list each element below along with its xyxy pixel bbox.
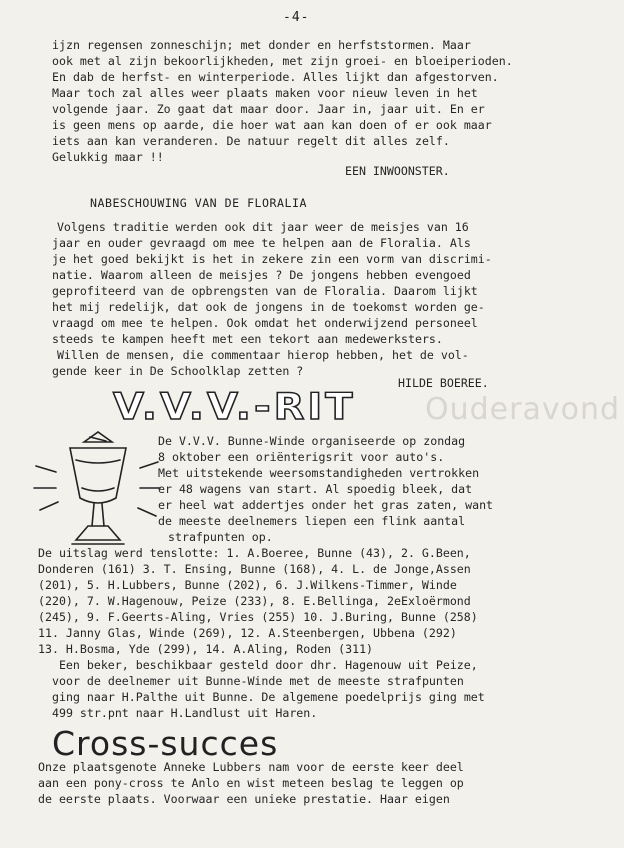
text-line: (220), 7. W.Hagenouw, Peize (233), 8. E.Bellinga, 2eExloërmond <box>38 594 471 608</box>
author-signature: EEN INWOONSTER. <box>345 164 450 178</box>
text-line: Donderen (161) 3. T. Ensing, Bunne (168), 4. L. de Jonge,Assen <box>38 562 471 576</box>
text-line: En dab de herfst- en winterperiode. Alles lijkt dan afgestorven. <box>52 70 499 84</box>
text-line: Volgens traditie werden ook dit jaar weer de meisjes van 16 <box>36 220 469 234</box>
page-number: -4- <box>283 10 310 25</box>
text-line: Onze plaatsgenote Anneke Lubbers nam voor de eerste keer deel <box>38 760 464 774</box>
text-line: 11. Janny Glas, Winde (269), 12. A.Steenbergen, Ubbena (292) <box>38 626 457 640</box>
text-line: je het goed bekijkt is het in zekere zin een vorm van discrimi- <box>52 252 492 266</box>
text-line: De uitslag werd tenslotte: 1. A.Boeree, Bunne (43), 2. G.Been, <box>38 546 471 560</box>
text-line: (201), 5. H.Lubbers, Bunne (202), 6. J.Wilkens-Timmer, Winde <box>38 578 457 592</box>
text-line: gende keer in De Schoolklap zetten ? <box>52 364 304 378</box>
text-line: de meeste deelnemers liepen een flink aantal <box>158 514 466 528</box>
trophy-icon <box>32 428 164 560</box>
text-line: de eerste plaats. Voorwaar een unieke prestatie. Haar eigen <box>38 792 450 806</box>
text-line: natie. Waarom alleen de meisjes ? De jongens hebben evengoed <box>52 268 471 282</box>
text-line: vraagd om mee te helpen. Ook omdat het onderwijzend personeel <box>52 316 478 330</box>
text-line: 13. H.Bosma, Yde (299), 14. A.Aling, Roden (311) <box>38 642 374 656</box>
text-line: Willen de mensen, die commentaar hierop hebben, het de vol- <box>36 348 469 362</box>
text-line: steeds te kampen heeft met een tekort aan medewerksters. <box>52 332 443 346</box>
text-line: jaar en ouder gevraagd om mee te helpen aan de Floralia. Als <box>52 236 471 250</box>
text-line: ook met al zijn bekoorlijkheden, met zijn groei- en bloeiperioden. <box>52 54 513 68</box>
text-line: iets aan kan veranderen. De natuur regelt dit alles zelf. <box>52 134 450 148</box>
text-line: Gelukkig maar !! <box>52 150 164 164</box>
author-signature: HILDE BOEREE. <box>398 376 489 390</box>
text-line: 8 oktober een oriënterigsrit voor auto's. <box>158 450 445 464</box>
text-line: aan een pony-cross te Anlo en wist meteen beslag te leggen op <box>38 776 464 790</box>
text-line: volgende jaar. Zo gaat dat maar door. Jaar in, jaar uit. En er <box>52 102 485 116</box>
text-line: voor de deelnemer uit Bunne-Winde met de meeste strafpunten <box>52 674 464 688</box>
text-line: ijzn regensen zonneschijn; met donder en herfststormen. Maar <box>52 38 471 52</box>
text-line: Met uitstekende weersomstandigheden vertrokken <box>158 466 480 480</box>
text-line: ging naar H.Palthe uit Bunne. De algemene poedelprijs ging met <box>52 690 485 704</box>
text-line: Maar toch zal alles weer plaats maken voor nieuw leven in het <box>52 86 478 100</box>
text-line: De V.V.V. Bunne-Winde organiseerde op zondag <box>158 434 466 448</box>
text-line: er heel wat addertjes onder het gras zaten, want <box>158 498 494 512</box>
text-line: is geen mens op aarde, die hoer wat aan kan doen of er ook maar <box>52 118 492 132</box>
article-heading: Cross-succes <box>52 724 279 763</box>
text-line: Een beker, beschikbaar gesteld door dhr. Hagenouw uit Peize, <box>38 658 478 672</box>
article-heading: V.V.V.-RIT <box>113 386 356 429</box>
text-line: er 48 wagens van start. Al spoedig bleek, dat <box>158 482 473 496</box>
text-line: geprofiteerd van de opbrengsten van de Floralia. Daarom lijkt <box>52 284 478 298</box>
text-line: het mij redelijk, dat ook de jongens in de toekomst worden ge- <box>52 300 485 314</box>
text-line: (245), 9. F.Geerts-Aling, Vries (255) 10. J.Buring, Bunne (258) <box>38 610 478 624</box>
text-line: 499 str.pnt naar H.Landlust uit Haren. <box>52 706 318 720</box>
show-through-text: Ouderavond <box>425 392 621 427</box>
article-heading: NABESCHOUWING VAN DE FLORALIA <box>90 196 307 210</box>
text-line: strafpunten op. <box>168 530 273 544</box>
